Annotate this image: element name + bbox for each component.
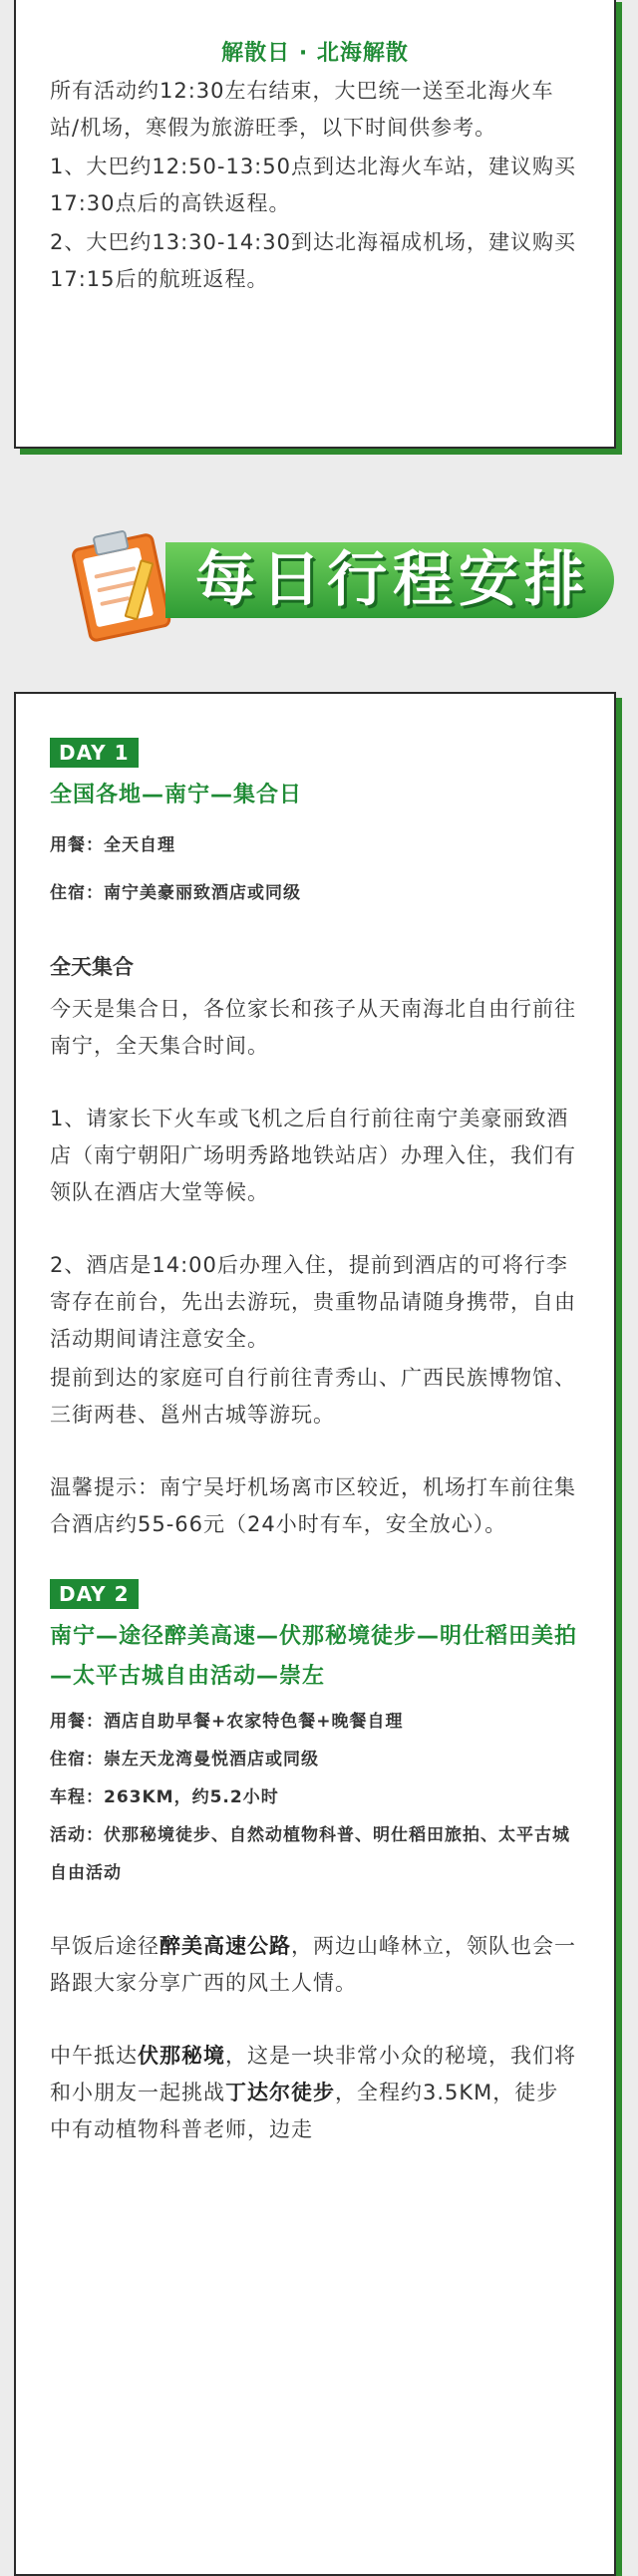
day1-stay: 住宿：南宁美豪丽致酒店或同级 bbox=[50, 883, 301, 903]
highlight-scenic-highway: 醉美高速公路 bbox=[160, 1934, 291, 1958]
day1-title: 全国各地—南宁—集合日 bbox=[50, 783, 303, 807]
day1-paragraph-1: 今天是集合日，各位家长和孩子从天南海北自由行前往南宁，全天集合时间。 bbox=[50, 997, 576, 1058]
dissolve-intro: 所有活动约12:30左右结束，大巴统一送至北海火车站/机场，寒假为旅游旺季，以下时间供参考。 bbox=[50, 79, 554, 140]
day2-title: 南宁—途径醉美高速—伏那秘境徒步—明仕稻田美拍—太平古城自由活动—崇左 bbox=[50, 1624, 578, 1689]
day1-paragraph-4: 提前到达的家庭可自行前往青秀山、广西民族博物馆、三街两巷、邕州古城等游玩。 bbox=[50, 1366, 576, 1427]
dissolve-title: 解散日 · 北海解散 bbox=[221, 41, 409, 66]
day2-meals: 用餐：酒店自助早餐+农家特色餐+晚餐自理 bbox=[50, 1712, 404, 1732]
day2-badge: DAY 2 bbox=[50, 1579, 139, 1609]
itinerary-card bbox=[14, 692, 616, 2576]
day1-section-title: 全天集合 bbox=[50, 955, 134, 979]
day1-tip: 温馨提示：南宁吴圩机场离市区较近，机场打车前往集合酒店约55-66元（24小时有车，安全放心）。 bbox=[50, 1475, 576, 1536]
day1-badge: DAY 1 bbox=[50, 738, 139, 768]
day2-distance: 车程：263KM，约5.2小时 bbox=[50, 1787, 279, 1807]
day2-paragraph-2: 中午抵达伏那秘境，这是一块非常小众的秘境，我们将和小朋友一起挑战丁达尔徒步，全程约3.5KM，徒步中有动植物科普老师，边走 bbox=[50, 2044, 576, 2141]
day1-meals: 用餐：全天自理 bbox=[50, 835, 175, 855]
day2-paragraph-1: 早饭后途径醉美高速公路，两边山峰林立，领队也会一路跟大家分享广西的风土人情。 bbox=[50, 1934, 576, 1995]
day1-paragraph-2: 1、请家长下火车或飞机之后自行前往南宁美豪丽致酒店（南宁朝阳广场明秀路地铁站店）办理入住，我们有领队在酒店大堂等候。 bbox=[50, 1107, 576, 1204]
day2-activity: 活动：伏那秘境徒步、自然动植物科普、明仕稻田旅拍、太平古城自由活动 bbox=[50, 1825, 570, 1883]
highlight-tyndall-hike: 丁达尔徒步 bbox=[225, 2081, 335, 2104]
day2-stay: 住宿：崇左天龙湾曼悦酒店或同级 bbox=[50, 1750, 319, 1770]
day1-paragraph-3: 2、酒店是14:00后办理入住，提前到酒店的可将行李寄存在前台，先出去游玩，贵重物品请随身携带，自由活动期间请注意安全。 bbox=[50, 1253, 576, 1351]
dissolve-item-2: 2、大巴约13:30-14:30到达北海福成机场，建议购买17:15后的航班返程。 bbox=[50, 230, 576, 291]
dissolve-day-card bbox=[14, 0, 616, 449]
itinerary-banner bbox=[70, 518, 590, 638]
dissolve-item-1: 1、大巴约12:50-13:50点到达北海火车站，建议购买17:30点后的高铁返程。 bbox=[50, 155, 576, 215]
clipboard-icon bbox=[61, 521, 175, 639]
highlight-funa-secret-land: 伏那秘境 bbox=[138, 2044, 225, 2068]
banner-title: 每日行程安排 bbox=[165, 542, 614, 618]
